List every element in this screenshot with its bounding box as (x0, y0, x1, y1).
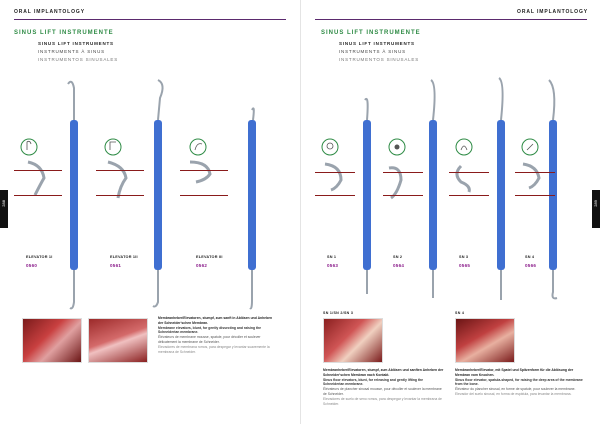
subtitle-es: INSTRUMENTOS SINUSALES (38, 57, 119, 62)
marker-line (383, 195, 423, 196)
description-sn1-sn3 (323, 368, 445, 407)
description-fr: Élévateur du plancher sinusal, en forme de spatule, pour soulever la membrane. (455, 387, 576, 392)
clinical-photo (455, 318, 515, 363)
description-fr: Élévateurs de membrane mousse, spatule, pour décoller et soulever délicatement la membrane de Schneider. (158, 335, 261, 344)
item-code: 0566 (525, 263, 537, 268)
marker-line (449, 195, 489, 196)
marker-line (315, 195, 355, 196)
marker-line (515, 172, 555, 173)
description-en: Membrane elevators, blunt, for gently dissecting and raising the Schneiderian membrane. (158, 325, 262, 335)
instruments-illustration (301, 70, 600, 315)
item-name: SN 4 (525, 255, 535, 259)
marker-line (14, 195, 62, 196)
item-code: 0560 (26, 263, 38, 268)
clinical-photo (88, 318, 148, 363)
header-rule (14, 19, 286, 20)
marker-line (14, 170, 62, 171)
clinical-photo (22, 318, 82, 363)
instruments-illustration (0, 70, 300, 315)
marker-line (315, 172, 355, 173)
subtitle-fr: INSTRUMENTS À SINUS (38, 49, 105, 54)
description-sn4 (455, 368, 583, 398)
section-label: ORAL IMPLANTOLOGY (517, 9, 588, 15)
item-name: ELEVATOR III (196, 255, 223, 259)
item-code: 0563 (327, 263, 339, 268)
marker-line (96, 195, 144, 196)
page-number-tab: 288 (0, 190, 8, 228)
marker-line (449, 172, 489, 173)
page-number-tab: 289 (592, 190, 600, 228)
item-name: SN 1 (327, 255, 337, 259)
marker-line (96, 170, 144, 171)
subtitle-fr: INSTRUMENTS À SINUS (339, 49, 406, 54)
clinical-photo (323, 318, 383, 363)
description-en: Sinus floor elevator, spatula-shaped, for raising the deep area of the membrane from the bone. (455, 377, 583, 387)
instrument-elevator-2 (105, 80, 163, 307)
description-es: Elevadores de membrana romos, para despegar y levantar suavemente la membrana de Schneider. (158, 345, 270, 354)
item-name: ELEVATOR 1II (110, 255, 138, 259)
marker-line (180, 195, 228, 196)
description-es: Elevadores de suelo de seno romos, para despegar y levantar la membrana de Schneider. (323, 397, 442, 406)
description-en: Sinus floor elevators, blunt, for releasing and gently lifting the Schneiderian membrane. (323, 377, 424, 387)
item-code: 0561 (110, 263, 122, 268)
item-code: 0562 (196, 263, 208, 268)
item-code: 0564 (393, 263, 405, 268)
right-page (300, 0, 600, 424)
marker-line (180, 170, 228, 171)
description-de: Membranheber/Elevatoren, stumpf, zum sanft in Ablösen und Anheben der Schneider'schen Membran. (158, 316, 273, 325)
description-fr: Élévateurs de plancher sinusal mousse, pour décoller et soulever la membrane de Schneider. (323, 387, 442, 396)
instrument-elevator-3 (190, 108, 256, 308)
page-title: SINUS LIFT INSTRUMENTE (321, 30, 421, 36)
page-title: SINUS LIFT INSTRUMENTE (14, 30, 114, 36)
item-name: SN 2 (393, 255, 403, 259)
photo-label: SN 1/SN 2/SN 3 (323, 311, 354, 315)
item-name: SN 3 (459, 255, 469, 259)
subtitle-en: SINUS LIFT INSTRUMENTS (339, 41, 415, 46)
subtitle-es: INSTRUMENTOS SINUSALES (339, 57, 420, 62)
item-code: 0565 (459, 263, 471, 268)
header-rule (315, 19, 587, 20)
item-name: ELEVATOR 1I (26, 255, 53, 259)
photo-label: SN 4 (455, 311, 465, 315)
marker-line (515, 195, 555, 196)
description-es: Elevador del suelo sinusal, en forma de espátula, para levantar la membrana. (455, 392, 572, 397)
marker-line (383, 172, 423, 173)
section-label: ORAL IMPLANTOLOGY (14, 9, 85, 15)
description-de: Membranheber/Elevator, mit Spatel und Spitzenform für die Ablösung der Membran vom Knochen. (455, 368, 574, 377)
subtitle-en: SINUS LIFT INSTRUMENTS (38, 41, 114, 46)
description-de: Membranheber/Elevatoren, stumpf, zum Ablösen und sanften Anheben der Schneider'schen Membran nach Kontakt. (323, 368, 444, 377)
description (158, 316, 278, 355)
